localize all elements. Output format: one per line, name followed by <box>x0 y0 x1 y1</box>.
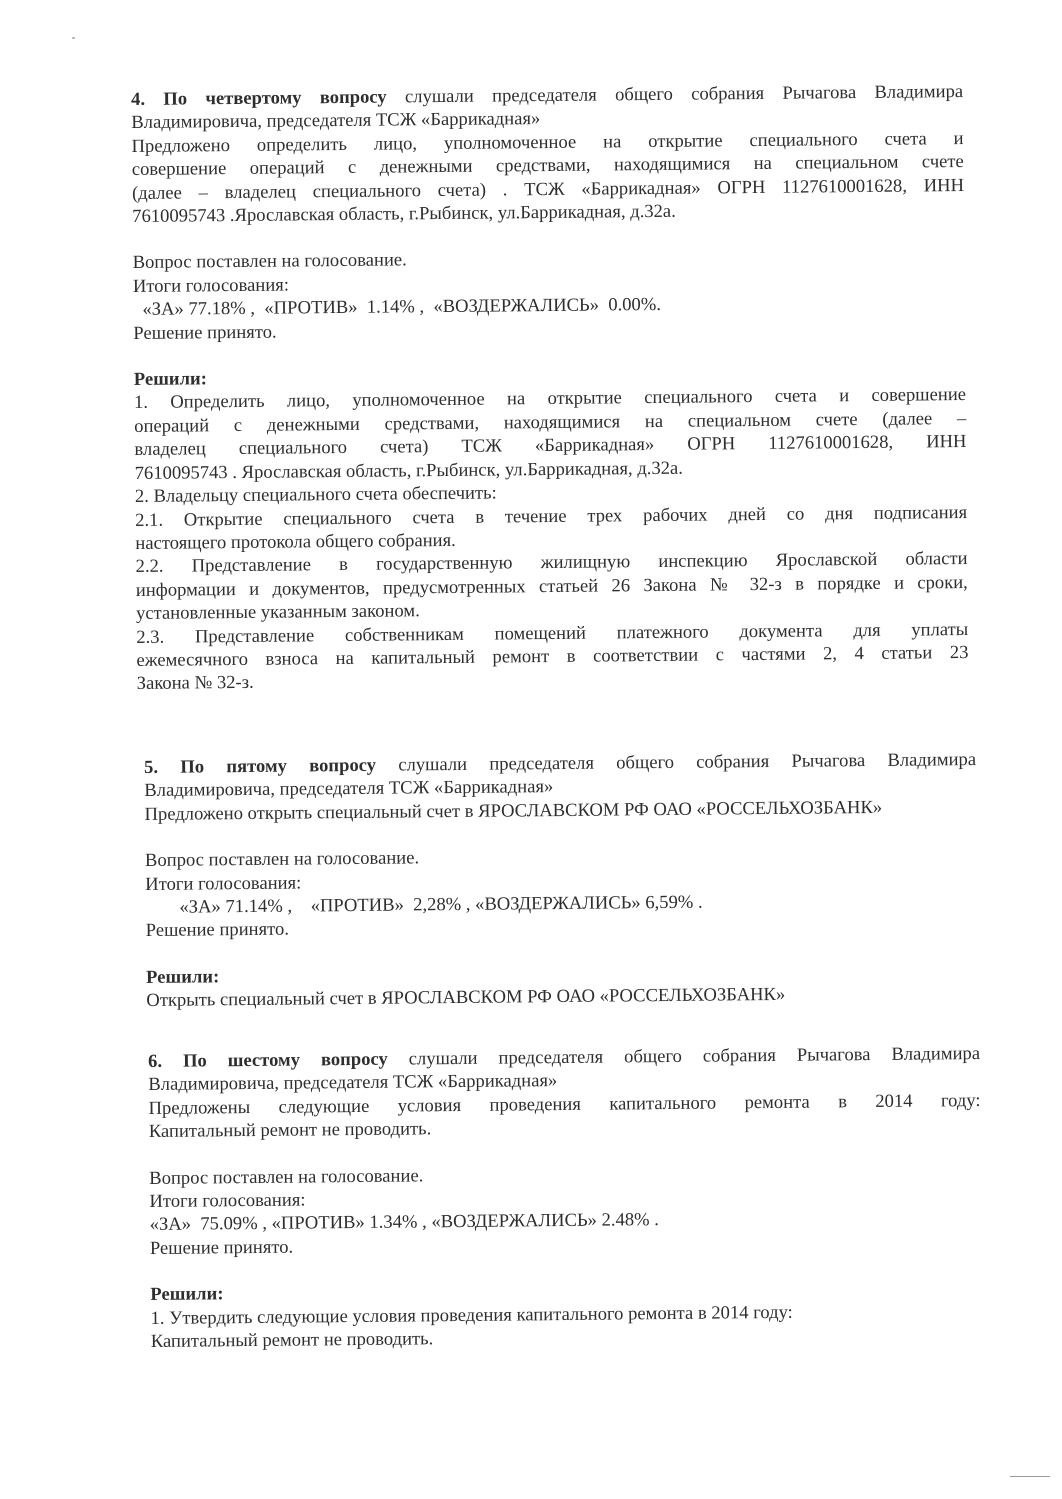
question-4-decision-line: владелец специального счета) ТСЖ «Баррикадная» ОГРН 1127610001628, ИНН <box>134 431 967 461</box>
question-4-decision-line: 2.2. Представление в государственную жилищную инспекцию Ярославской области <box>135 548 968 578</box>
question-6-lead: 6. По шестому вопросу слушали председателя общего собрания Рычагова Владимира <box>148 1043 981 1072</box>
question-6-results-label: Итоги голосования: <box>149 1189 306 1213</box>
question-5-lead: 5. По пятому вопросу слушали председателя общего собрания Рычагова Владимира <box>144 749 977 778</box>
question-4-proposal-line: совершение операций с денежными средствами, находящимися на специальном счете <box>131 151 964 181</box>
question-4-proposal-line: 7610095743 .Ярославская область, г.Рыбинск, ул.Баррикадная, д.32а. <box>132 200 676 228</box>
question-4-decision-line: 1. Определить лицо, уполномоченное на открытие специального счета и совершение <box>133 384 967 414</box>
question-6-decision-line: 1. Утвердить следующие условия проведения капитального ремонта в 2014 году: <box>150 1301 793 1329</box>
question-4-decision-line: Закона № 32-з. <box>136 672 254 695</box>
scan-speck <box>1010 1476 1050 1477</box>
question-5-section <box>144 748 978 1013</box>
question-5-decision: Открыть специальный счет в ЯРОСЛАВСКОМ РФ ОАО «РОССЕЛЬХОЗБАНК» <box>146 984 786 1012</box>
question-5-proposal: Предложено открыть специальный счет в ЯРОСЛАВСКОМ РФ ОАО «РОССЕЛЬХОЗБАНК» <box>144 796 883 825</box>
question-4-proposal-line: Предложено определить лицо, уполномоченное на открытие специального счета и <box>131 127 964 157</box>
question-4-section <box>131 80 969 696</box>
question-6-proposal-line: Капитальный ремонт не проводить. <box>148 1118 432 1143</box>
question-4-decision-line: 2. Владельцу специального счета обеспечить: <box>134 482 497 508</box>
question-5-accepted: Решение принято. <box>145 919 290 942</box>
question-4-decision-line: 7610095743 . Ярославская область, г.Рыбинск, ул.Баррикадная, д.32а. <box>134 457 684 484</box>
question-4-decision-line: установленные указанным законом. <box>135 600 420 625</box>
question-4-lead-line2: Владимировича, председателя ТСЖ «Баррикадная» <box>131 108 541 134</box>
question-6-proposal-line: Предложены следующие условия проведения капитального ремонта в 2014 году: <box>148 1089 981 1119</box>
question-6-results: «ЗА» 75.09% , «ПРОТИВ» 1.34% , «ВОЗДЕРЖАЛИСЬ» 2.48% . <box>149 1209 660 1236</box>
scan-speck <box>72 37 75 39</box>
question-4-lead: 4. По четвертому вопросу слушали председателя общего собрания Рычагова Владимира <box>131 81 964 110</box>
question-4-decision-line: 2.1. Открытие специального счета в течение трех рабочих дней со дня подписания <box>135 501 968 531</box>
question-6-section <box>148 1042 983 1353</box>
question-4-put-to-vote: Вопрос поставлен на голосование. <box>132 249 407 274</box>
question-4-number: 4. По четвертому вопросу <box>131 86 387 110</box>
question-6-accepted: Решение принято. <box>149 1236 294 1259</box>
question-4-decision-line: ежемесячного взноса на капитальный ремонт в соответствии с частями 2, 4 статьи 23 <box>136 641 969 671</box>
question-5-put-to-vote: Вопрос поставлен на голосование. <box>144 847 420 872</box>
question-6-number: 6. По шестому вопросу <box>148 1048 388 1072</box>
question-5-decided-label: Решили: <box>146 966 220 988</box>
question-4-decision-line: операций с денежными средствами, находящимися на специальном счете (далее – <box>134 407 967 437</box>
question-5-number: 5. По пятому вопросу <box>144 754 377 778</box>
question-6-put-to-vote: Вопрос поставлен на голосование. <box>149 1164 424 1189</box>
question-4-decision-line: 2.3. Представление собственникам помещений платежного документа для уплаты <box>136 618 969 648</box>
question-6-lead-line2: Владимировича, председателя ТСЖ «Баррикадная» <box>148 1070 558 1096</box>
question-4-results: «ЗА» 77.18% , «ПРОТИВ» 1.14% , «ВОЗДЕРЖАЛИСЬ» 0.00%. <box>133 294 662 321</box>
question-6-decision-line: Капитальный ремонт не проводить. <box>150 1328 434 1353</box>
question-5-results-label: Итоги голосования: <box>145 872 302 895</box>
question-4-accepted: Решение принято. <box>133 321 277 344</box>
question-4-proposal-line: (далее – владелец специального счета) . ТСЖ «Баррикадная» ОГРН 1127610001628, ИНН <box>131 174 965 204</box>
question-5-lead-line2: Владимировича, председателя ТСЖ «Баррикадная» <box>144 776 554 802</box>
question-4-results-label: Итоги голосования: <box>132 274 290 297</box>
question-4-decision-line: информации и документов, предусмотренных статьей 26 Закона № 32-з в порядке и сроки, <box>135 571 968 601</box>
question-4-decision-line: настоящего протокола общего собрания. <box>135 529 456 554</box>
question-6-decided-label: Решили: <box>150 1283 224 1306</box>
question-5-results: «ЗА» 71.14% , «ПРОТИВ» 2,28% , «ВОЗДЕРЖАЛИСЬ» 6,59% . <box>179 891 703 918</box>
question-4-decided-label: Решили: <box>133 368 208 391</box>
